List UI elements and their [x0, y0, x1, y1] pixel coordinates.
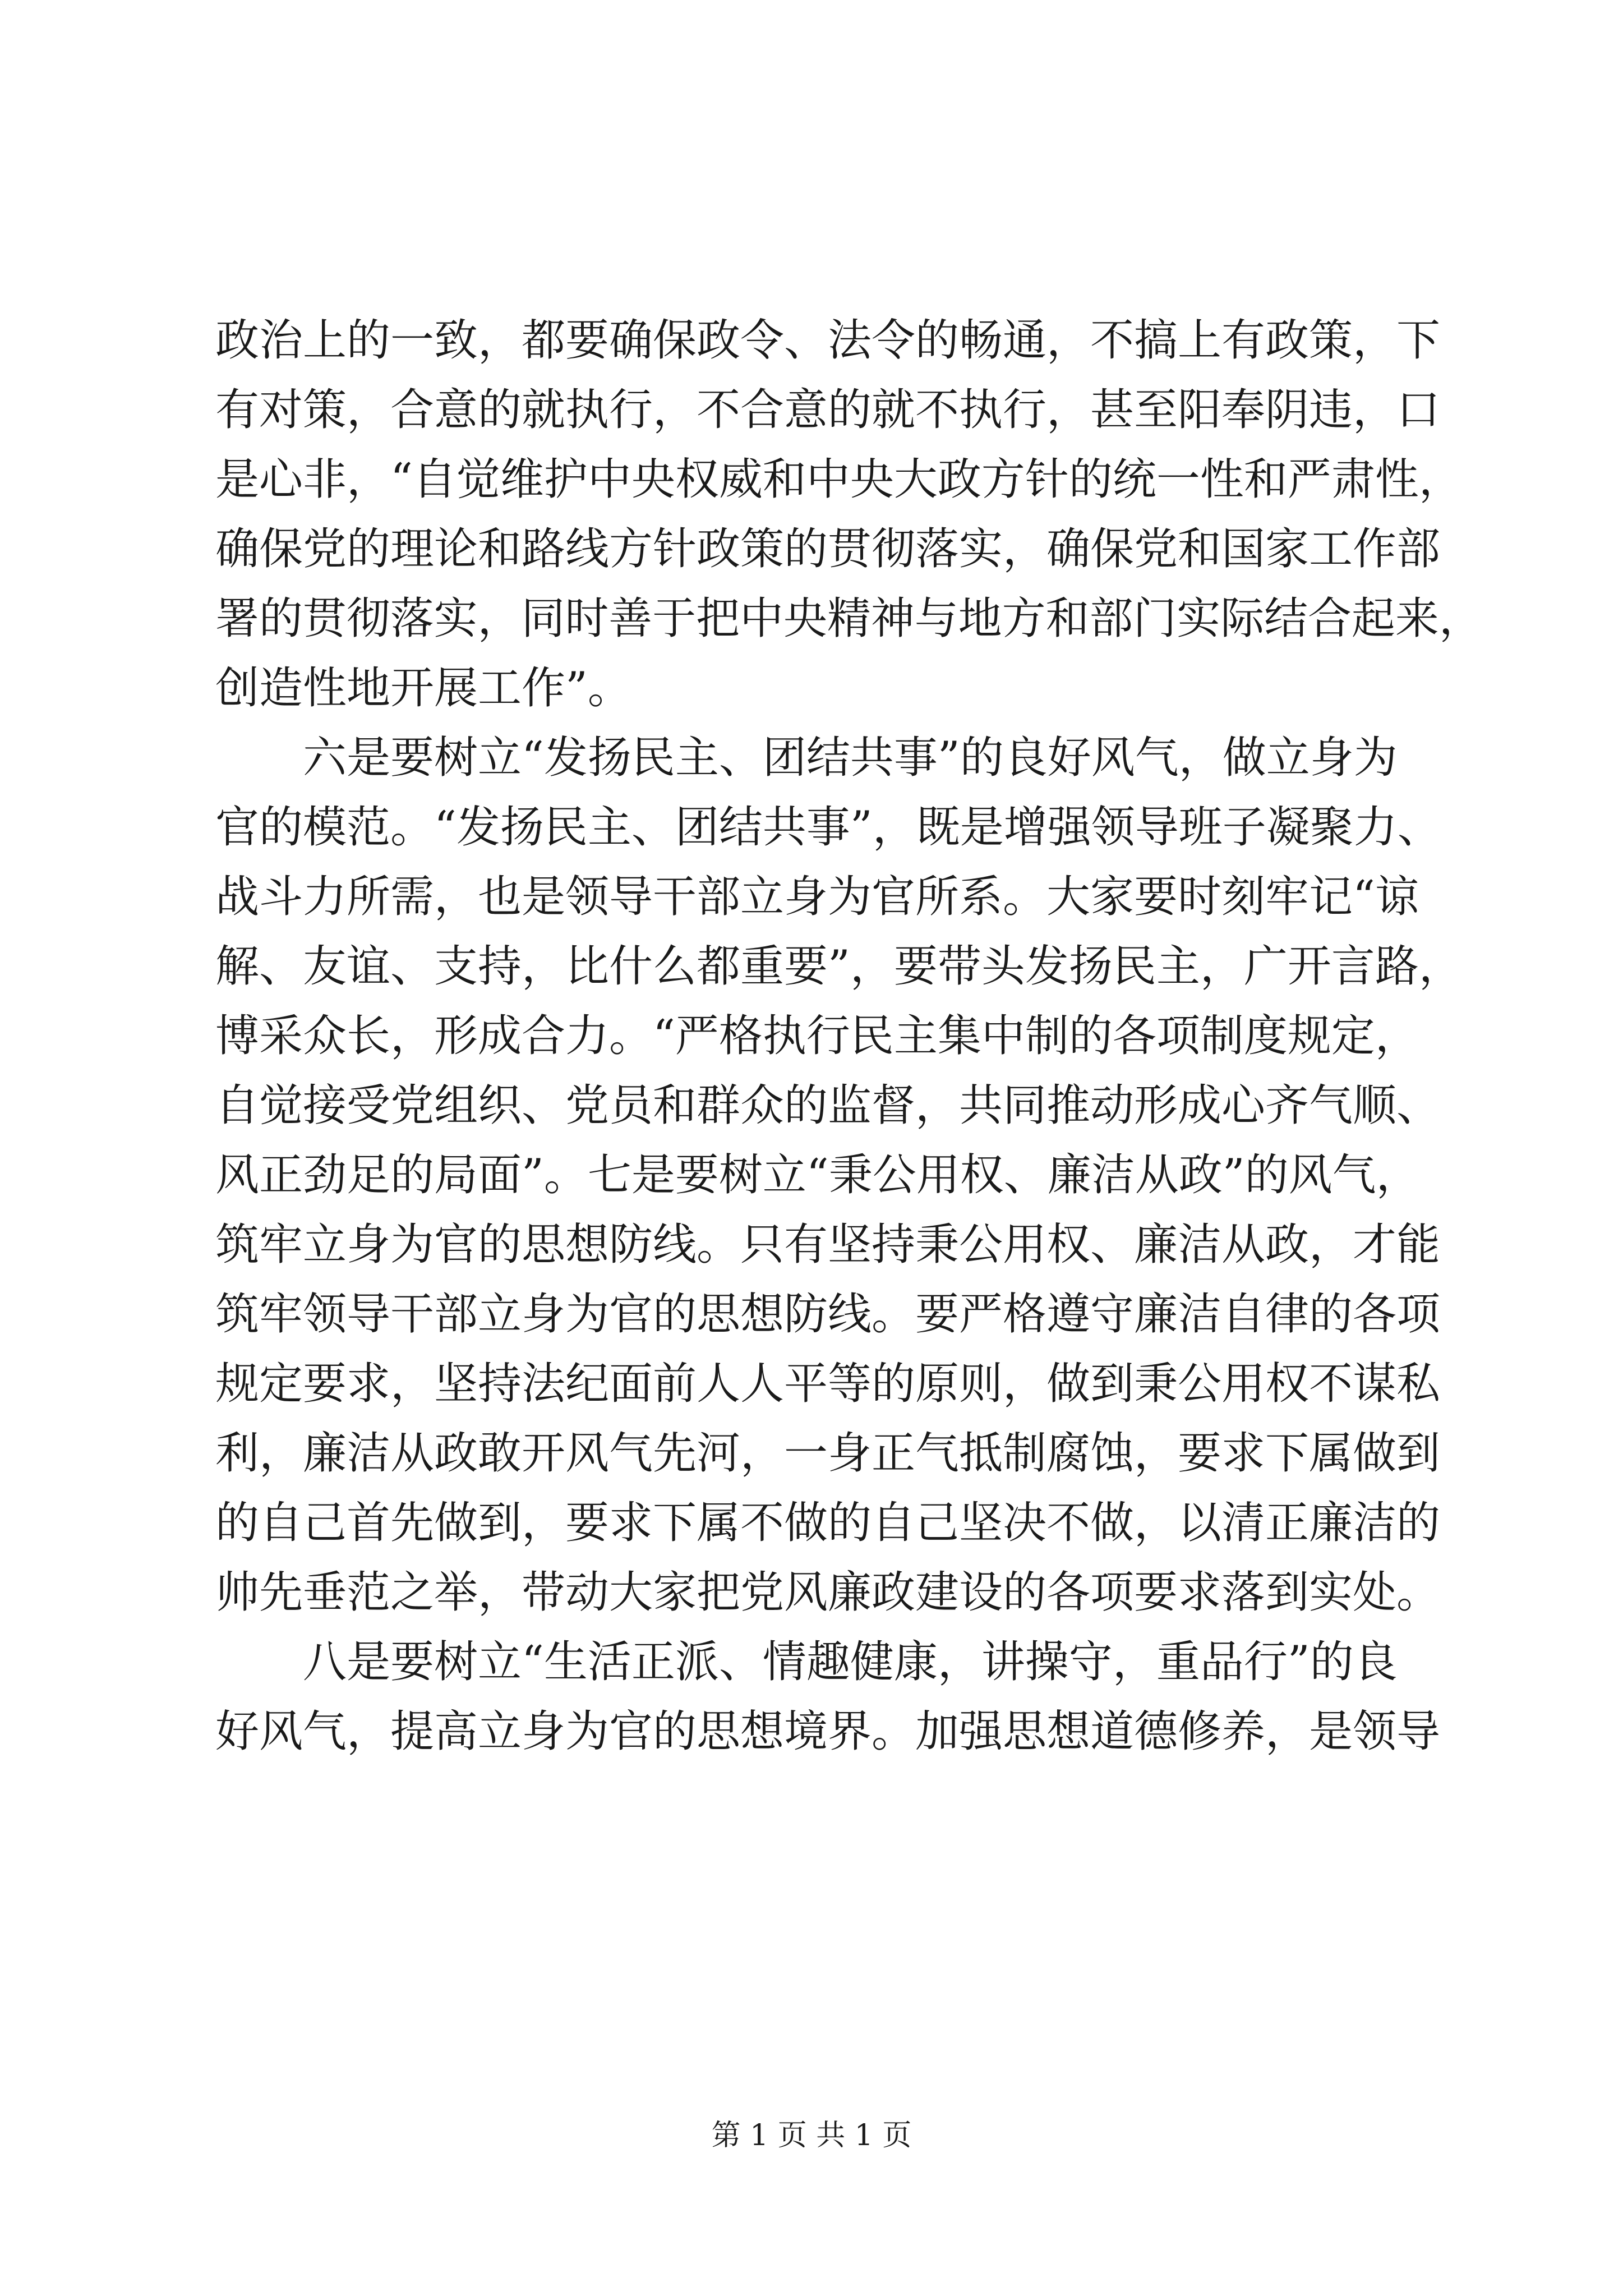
text-line: 利，廉洁从政敢开风气先河，一身正气抵制腐蚀，要求下属做到	[215, 1428, 1441, 1479]
text-line: 自觉接受党组织、党员和群众的监督，共同推动形成心齐气顺、	[215, 1080, 1441, 1131]
text-line: 官的模范。“发扬民主、团结共事”，既是增强领导班子凝聚力、	[215, 802, 1441, 853]
text-line: 确保党的理论和路线方针政策的贯彻落实，确保党和国家工作部	[215, 524, 1441, 574]
text-line: 筑牢领导干部立身为官的思想防线。要严格遵守廉洁自律的各项	[215, 1289, 1441, 1340]
text-line: 的自己首先做到，要求下属不做的自己坚决不做，以清正廉洁的	[215, 1498, 1441, 1548]
text-line: 规定要求，坚持法纪面前人人平等的原则，做到秉公用权不谋私	[215, 1359, 1441, 1409]
document-body	[215, 306, 1483, 1766]
text-line: 八是要树立“生活正派、情趣健康，讲操守，重品行”的良	[303, 1637, 1398, 1687]
text-line: 博采众长，形成合力。“严格执行民主集中制的各项制度规定，	[215, 1011, 1419, 1061]
text-line: 是心非，“自觉维护中央权威和中央大政方针的统一性和严肃性，	[215, 454, 1463, 505]
text-line: 战斗力所需，也是领导干部立身为官所系。大家要时刻牢记“谅	[215, 872, 1419, 922]
text-line: 创造性地开展工作”。	[215, 663, 631, 714]
text-line: 好风气，提高立身为官的思想境界。加强思想道德修养，是领导	[215, 1706, 1441, 1757]
text-line: 六是要树立“发扬民主、团结共事”的良好风气，做立身为	[303, 733, 1398, 783]
text-line: 风正劲足的局面”。七是要树立“秉公用权、廉洁从政”的风气，	[215, 1150, 1420, 1200]
text-line: 有对策，合意的就执行，不合意的就不执行，甚至阳奉阴违，口	[215, 385, 1441, 435]
text-line: 解、友谊、支持，比什么都重要”，要带头发扬民主，广开言路，	[215, 941, 1463, 992]
text-line: 筑牢立身为官的思想防线。只有坚持秉公用权、廉洁从政，才能	[215, 1220, 1441, 1270]
text-line: 帅先垂范之举，带动大家把党风廉政建设的各项要求落到实处。	[215, 1567, 1441, 1618]
text-line: 署的贯彻落实，同时善于把中央精神与地方和部门实际结合起来，	[215, 593, 1483, 644]
page-footer: 第 1 页 共 1 页	[711, 2119, 912, 2152]
text-line: 政治上的一致，都要确保政令、法令的畅通，不搞上有政策，下	[215, 315, 1441, 366]
